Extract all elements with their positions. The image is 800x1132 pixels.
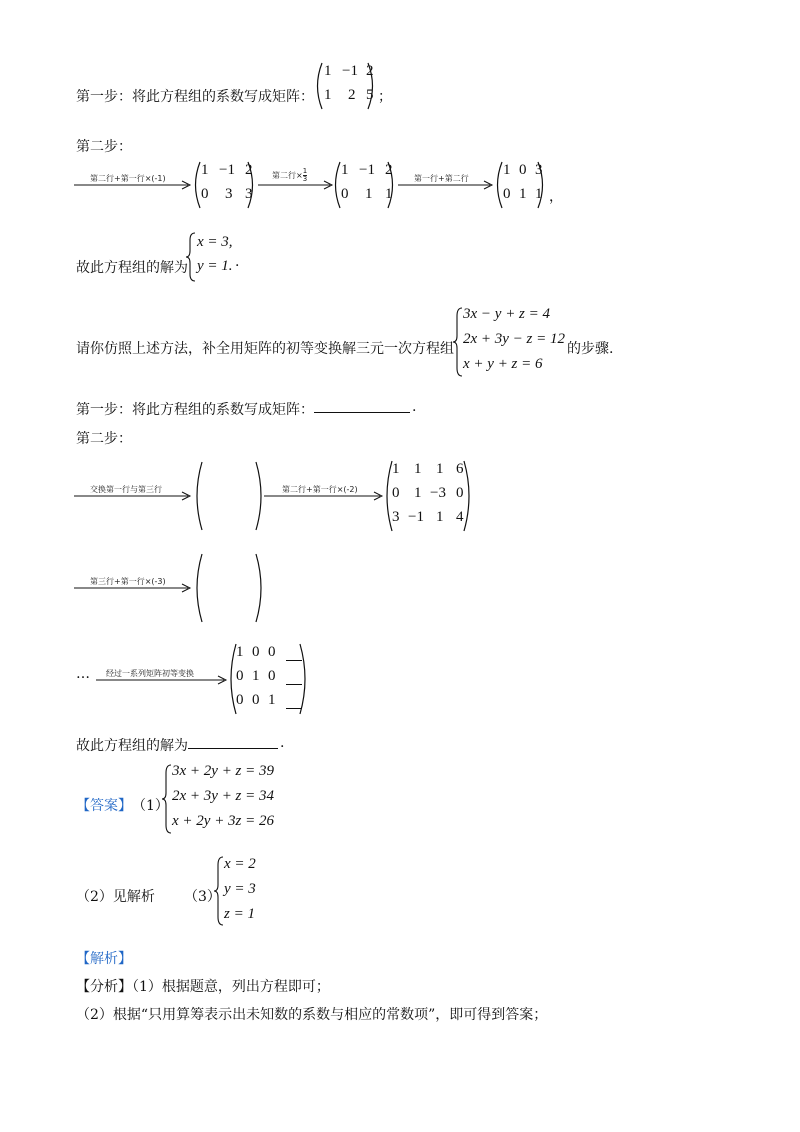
right-paren-icon <box>366 62 378 110</box>
q-step2: 第二步： <box>76 431 132 447</box>
imitate-text: 请你仿照上述方法，补全用矩阵的初等变换解三元一次方程组 <box>76 341 454 357</box>
matrix-c-row-2: 0 1 1 <box>341 186 393 202</box>
solution-intro: 故此方程组的解为 <box>76 260 188 276</box>
left-paren-icon <box>192 553 204 623</box>
system3-line-1: 3x − y + z = 4 <box>463 306 551 322</box>
left-paren-icon <box>192 461 204 531</box>
right-paren-icon <box>254 553 266 623</box>
final-matrix-row-3: 0 0 1 <box>236 692 276 708</box>
arrow2-label: 第二行× $\frac{1}{3}$ <box>272 167 308 183</box>
q-matrix-row-3: 3 −1 1 4 <box>392 509 464 525</box>
analysis-line-1: （1）根据题意，列出方程即可； <box>132 979 330 995</box>
frac-den: 3 <box>302 175 308 183</box>
matrix-d-row-2: 0 1 1 <box>503 186 543 202</box>
final-matrix-row-1: 1 0 0 <box>236 644 276 660</box>
matrix-b-row-2: 0 3 3 <box>201 186 253 202</box>
arrow-right-icon <box>96 675 228 685</box>
answer-system-line-3: x + 2y + 3z = 26 <box>172 813 275 829</box>
left-brace-icon <box>453 307 463 377</box>
answer-tag: 【答案】 <box>76 798 132 814</box>
answer-part-2: （2）见解析 <box>76 889 155 905</box>
q-solution: 故此方程组的解为 <box>76 738 188 754</box>
step1-intro: 第一步：将此方程组的系数写成矩阵： <box>76 89 314 105</box>
arrow-right-icon <box>74 180 192 190</box>
step2-label: 第二步： <box>76 139 132 155</box>
solution-line-1: x = 3, <box>197 234 233 250</box>
matrix-d-end: ， <box>549 189 563 205</box>
right-paren-icon <box>246 161 258 209</box>
matrix-c-row-1: 1 −1 2 <box>341 162 393 178</box>
q-arrow2-label: 第二行+第一行×(-2) <box>282 485 358 494</box>
imitate-end: 的步骤. <box>567 341 614 357</box>
arrow-right-icon <box>258 180 334 190</box>
arrow3-label: 第一行+第二行 <box>414 174 469 183</box>
q-arrow3-label: 第三行+第一行×(-3) <box>90 577 166 586</box>
q-matrix-row-2: 0 1 −3 0 <box>392 485 464 501</box>
solution-end: · <box>235 258 240 274</box>
matrix-a-row-2: 1 2 5 <box>324 87 374 103</box>
left-brace-icon <box>162 764 172 834</box>
answer3-line-1: x = 2 <box>224 856 256 872</box>
answer3-line-3: z = 1 <box>224 906 255 922</box>
frac-num: 1 <box>302 167 308 175</box>
q-step1-end: . <box>412 399 417 415</box>
answer-system-line-1: 3x + 2y + z = 39 <box>172 763 275 779</box>
analysis-line-2: （2）根据“只用算筹表示出未知数的系数与相应的常数项”，即可得到答案； <box>76 1007 548 1023</box>
right-paren-icon <box>386 161 398 209</box>
q-step1-blank[interactable] <box>314 412 410 413</box>
arrow-right-icon <box>264 491 384 501</box>
left-brace-icon <box>186 232 196 282</box>
answer3-line-2: y = 3 <box>224 881 256 897</box>
right-paren-icon <box>298 643 310 715</box>
final-matrix-row-2: 0 1 0 <box>236 668 276 684</box>
q-step1: 第一步：将此方程组的系数写成矩阵： <box>76 402 314 418</box>
system3-line-2: 2x + 3y − z = 12 <box>463 331 566 347</box>
solution-line-2: y = 1. <box>197 258 233 274</box>
q-matrix-row-1: 1 1 1 6 <box>392 461 464 477</box>
q-arrow1-label: 交换第一行与第三行 <box>90 485 162 494</box>
step1-end: ； <box>378 89 392 105</box>
matrix-b-row-1: 1 −1 2 <box>201 162 253 178</box>
arrow-right-icon <box>74 583 192 593</box>
q-solution-end: . <box>280 735 285 751</box>
analysis-tag: 【解析】 <box>76 951 132 967</box>
right-paren-icon <box>536 161 548 209</box>
q-solution-blank[interactable] <box>188 748 278 749</box>
answer-system-line-2: 2x + 3y + z = 34 <box>172 788 275 804</box>
arrow1-label: 第二行+第一行×(-1) <box>90 174 166 183</box>
left-paren-icon <box>312 62 324 110</box>
system3-line-3: x + y + z = 6 <box>463 356 543 372</box>
analysis-head: 【分析】（1）根据题意，列出方程即可； <box>76 979 330 995</box>
q-arrow4-label: 经过一系列矩阵初等变换 <box>106 669 194 678</box>
matrix-d-row-1: 1 0 3 <box>503 162 543 178</box>
arrow-right-icon <box>74 491 192 501</box>
left-brace-icon <box>214 856 224 926</box>
matrix-a-row-1: 1 −1 2 <box>324 63 374 79</box>
right-paren-icon <box>462 460 474 532</box>
answer-part-3: （3） <box>184 889 221 905</box>
arrow-right-icon <box>398 180 494 190</box>
ellipsis: … <box>76 666 90 682</box>
answer-part-1: （1） <box>132 798 169 814</box>
